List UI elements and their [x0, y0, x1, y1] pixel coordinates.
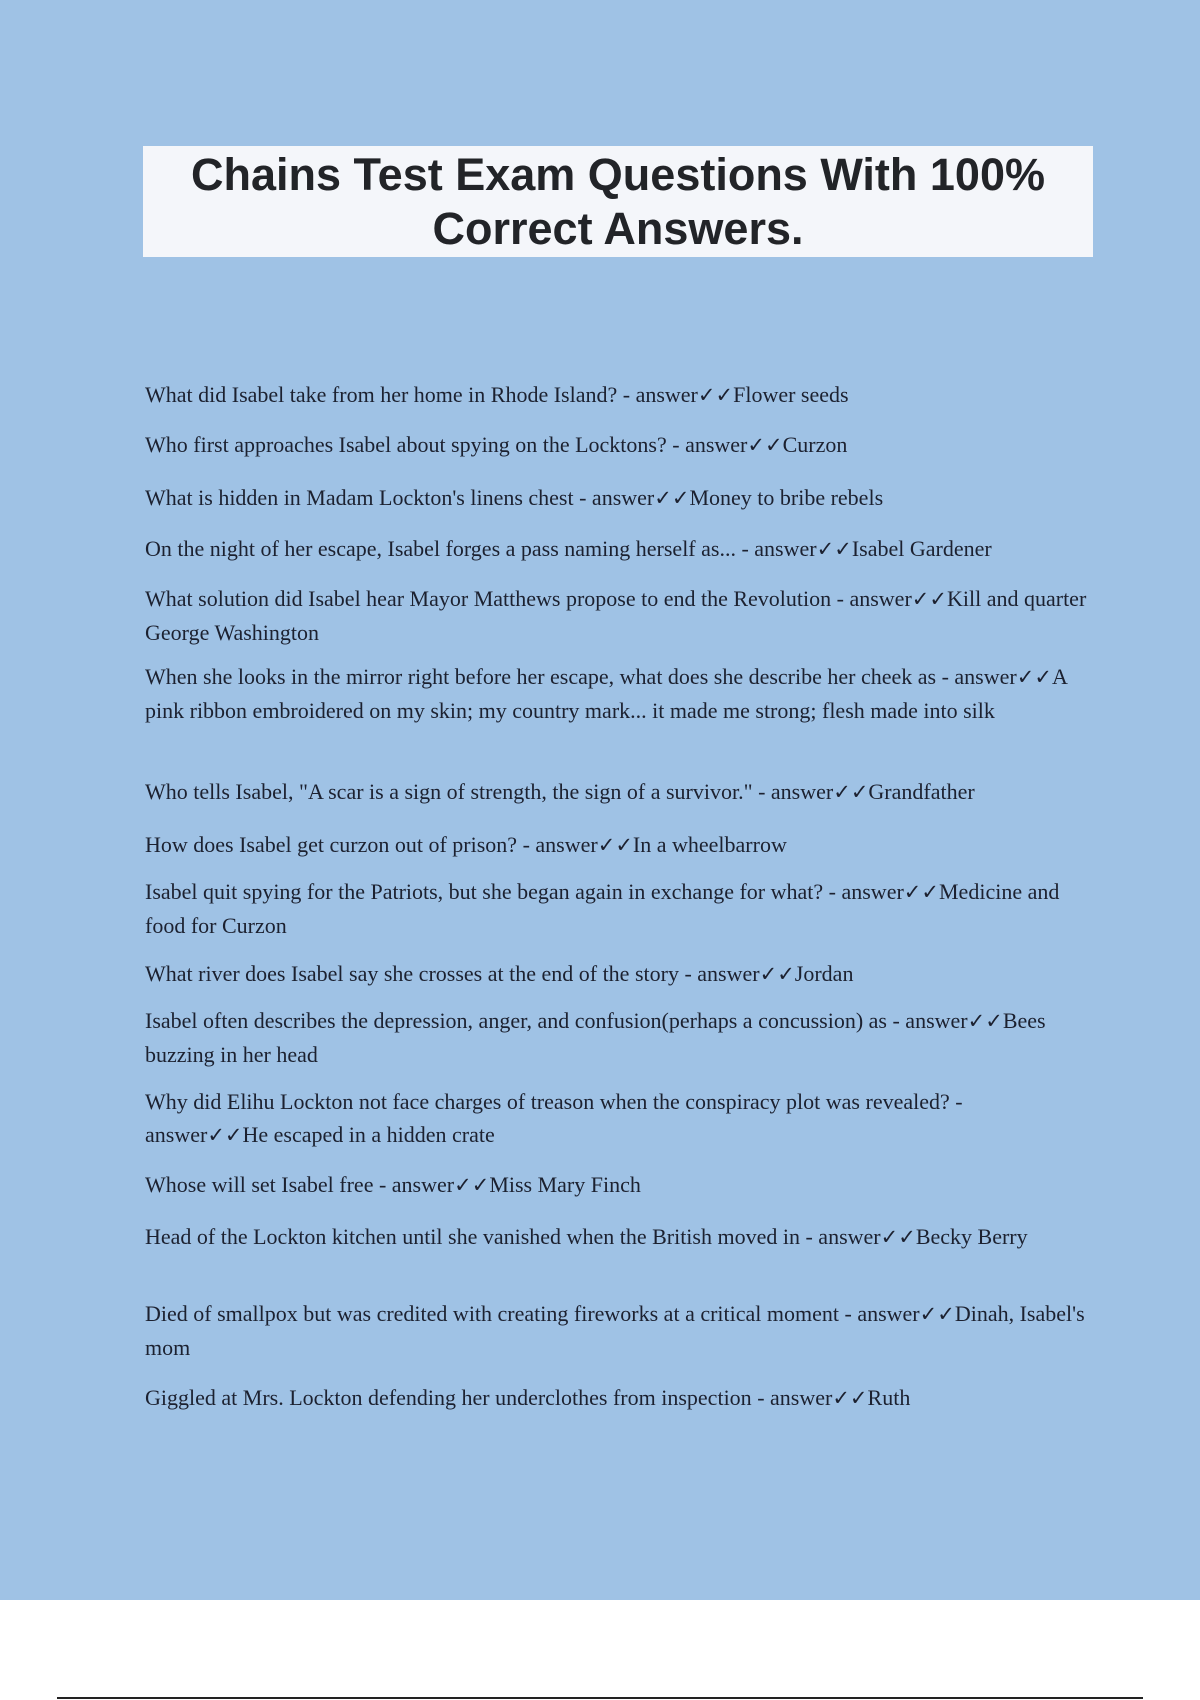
answer-separator: - answer — [823, 879, 904, 904]
check-mark-icon: ✓✓ — [207, 1123, 243, 1147]
answer-separator: - answer — [666, 432, 748, 457]
answer-text: Ruth — [867, 1385, 911, 1410]
question-text: What river does Isabel say she crosses at the end of the story — [145, 961, 679, 986]
answer-separator: - answer — [752, 779, 834, 804]
answer-text: Curzon — [782, 432, 848, 457]
check-mark-icon: ✓✓ — [919, 1302, 955, 1326]
answer-separator: - answer — [145, 1089, 963, 1147]
qa-item — [145, 660, 1090, 727]
answer-text: A pink ribbon embroidered on my skin; my country mark... it made me strong; flesh made into silk — [145, 664, 1067, 723]
check-mark-icon: ✓✓ — [697, 383, 734, 407]
answer-separator: - answer — [573, 485, 655, 510]
title-banner — [143, 146, 1093, 257]
question-text: Why did Elihu Lockton not face charges of treason when the conspiracy plot was revealed? — [145, 1089, 950, 1114]
answer-text: Miss Mary Finch — [489, 1172, 641, 1197]
check-mark-icon: ✓✓ — [1016, 665, 1052, 689]
answer-text: In a wheelbarrow — [632, 832, 787, 857]
check-mark-icon: ✓✓ — [454, 1173, 490, 1197]
qa-item — [145, 481, 1090, 515]
question-text: How does Isabel get curzon out of prison? — [145, 832, 518, 857]
answer-separator: - answer — [735, 536, 817, 561]
check-mark-icon: ✓✓ — [833, 780, 869, 804]
qa-item — [145, 1297, 1090, 1364]
answer-separator: - answer — [751, 1385, 833, 1410]
answer-text: Dinah, Isabel's mom — [145, 1301, 1085, 1360]
check-mark-icon: ✓✓ — [597, 833, 633, 857]
question-text: Isabel quit spying for the Patriots, but she began again in exchange for what? — [145, 879, 824, 904]
answer-separator: - answer — [517, 832, 598, 857]
qa-item — [145, 1085, 1090, 1152]
answer-separator: - answer — [839, 1301, 920, 1326]
qa-item — [145, 532, 1090, 566]
qa-item — [145, 1004, 1090, 1071]
document-title: Chains Test Exam Questions With 100% Correct Answers. — [191, 148, 1045, 254]
qa-item — [145, 1381, 1090, 1415]
answer-text: He escaped in a hidden crate — [242, 1122, 495, 1147]
check-mark-icon: ✓✓ — [903, 880, 939, 904]
qa-item — [145, 775, 1090, 809]
qa-item — [145, 828, 1090, 862]
answer-text: Kill and quarter George Washington — [145, 586, 1087, 645]
qa-item — [145, 428, 1090, 462]
question-text: Head of the Lockton kitchen until she vanished when the British moved in — [145, 1224, 800, 1249]
check-mark-icon: ✓✓ — [816, 537, 852, 561]
question-text: What is hidden in Madam Lockton's linens chest — [145, 485, 574, 510]
answer-text: Bees buzzing in her head — [145, 1008, 1046, 1067]
qa-item — [145, 1168, 1090, 1202]
qa-item — [145, 378, 1090, 412]
question-text: On the night of her escape, Isabel forges a pass naming herself as... — [145, 536, 736, 561]
question-text: Isabel often describes the depression, anger, and confusion(perhaps a concussion) as — [145, 1008, 887, 1033]
check-mark-icon: ✓✓ — [967, 1009, 1003, 1033]
answer-text: Grandfather — [868, 779, 975, 804]
footer-divider — [57, 1697, 1143, 1699]
qa-item — [145, 582, 1090, 649]
question-text: Who first approaches Isabel about spying on the Locktons? — [145, 432, 667, 457]
question-text: What did Isabel take from her home in Rhode Island? — [145, 382, 618, 407]
question-text: Died of smallpox but was credited with creating fireworks at a critical moment — [145, 1301, 839, 1326]
qa-item — [145, 875, 1090, 942]
question-text: When she looks in the mirror right before her escape, what does she describe her cheek as — [145, 664, 937, 689]
answer-separator: - answer — [373, 1172, 455, 1197]
check-mark-icon: ✓✓ — [759, 962, 795, 986]
check-mark-icon: ✓✓ — [747, 433, 783, 457]
answer-text: Money to bribe rebels — [689, 485, 884, 510]
question-text: Giggled at Mrs. Lockton defending her underclothes from inspection — [145, 1385, 752, 1410]
qa-item — [145, 1220, 1090, 1254]
question-text: Whose will set Isabel free — [145, 1172, 374, 1197]
answer-text: Medicine and food for Curzon — [145, 879, 1060, 938]
check-mark-icon: ✓✓ — [654, 486, 690, 510]
check-mark-icon: ✓✓ — [911, 587, 947, 611]
answer-separator: - answer — [936, 664, 1017, 689]
answer-separator: - answer — [617, 382, 698, 407]
check-mark-icon: ✓✓ — [880, 1225, 916, 1249]
answer-text: Becky Berry — [915, 1224, 1028, 1249]
answer-separator: - answer — [678, 961, 760, 986]
answer-separator: - answer — [799, 1224, 881, 1249]
question-text: Who tells Isabel, "A scar is a sign of strength, the sign of a survivor." — [145, 779, 753, 804]
question-text: What solution did Isabel hear Mayor Matthews propose to end the Revolution — [145, 586, 832, 611]
answer-separator: - answer — [831, 586, 912, 611]
answer-text: Jordan — [794, 961, 854, 986]
answer-text: Isabel Gardener — [851, 536, 992, 561]
answer-text: Flower seeds — [733, 382, 849, 407]
answer-separator: - answer — [886, 1008, 968, 1033]
qa-item — [145, 957, 1090, 991]
check-mark-icon: ✓✓ — [832, 1386, 868, 1410]
